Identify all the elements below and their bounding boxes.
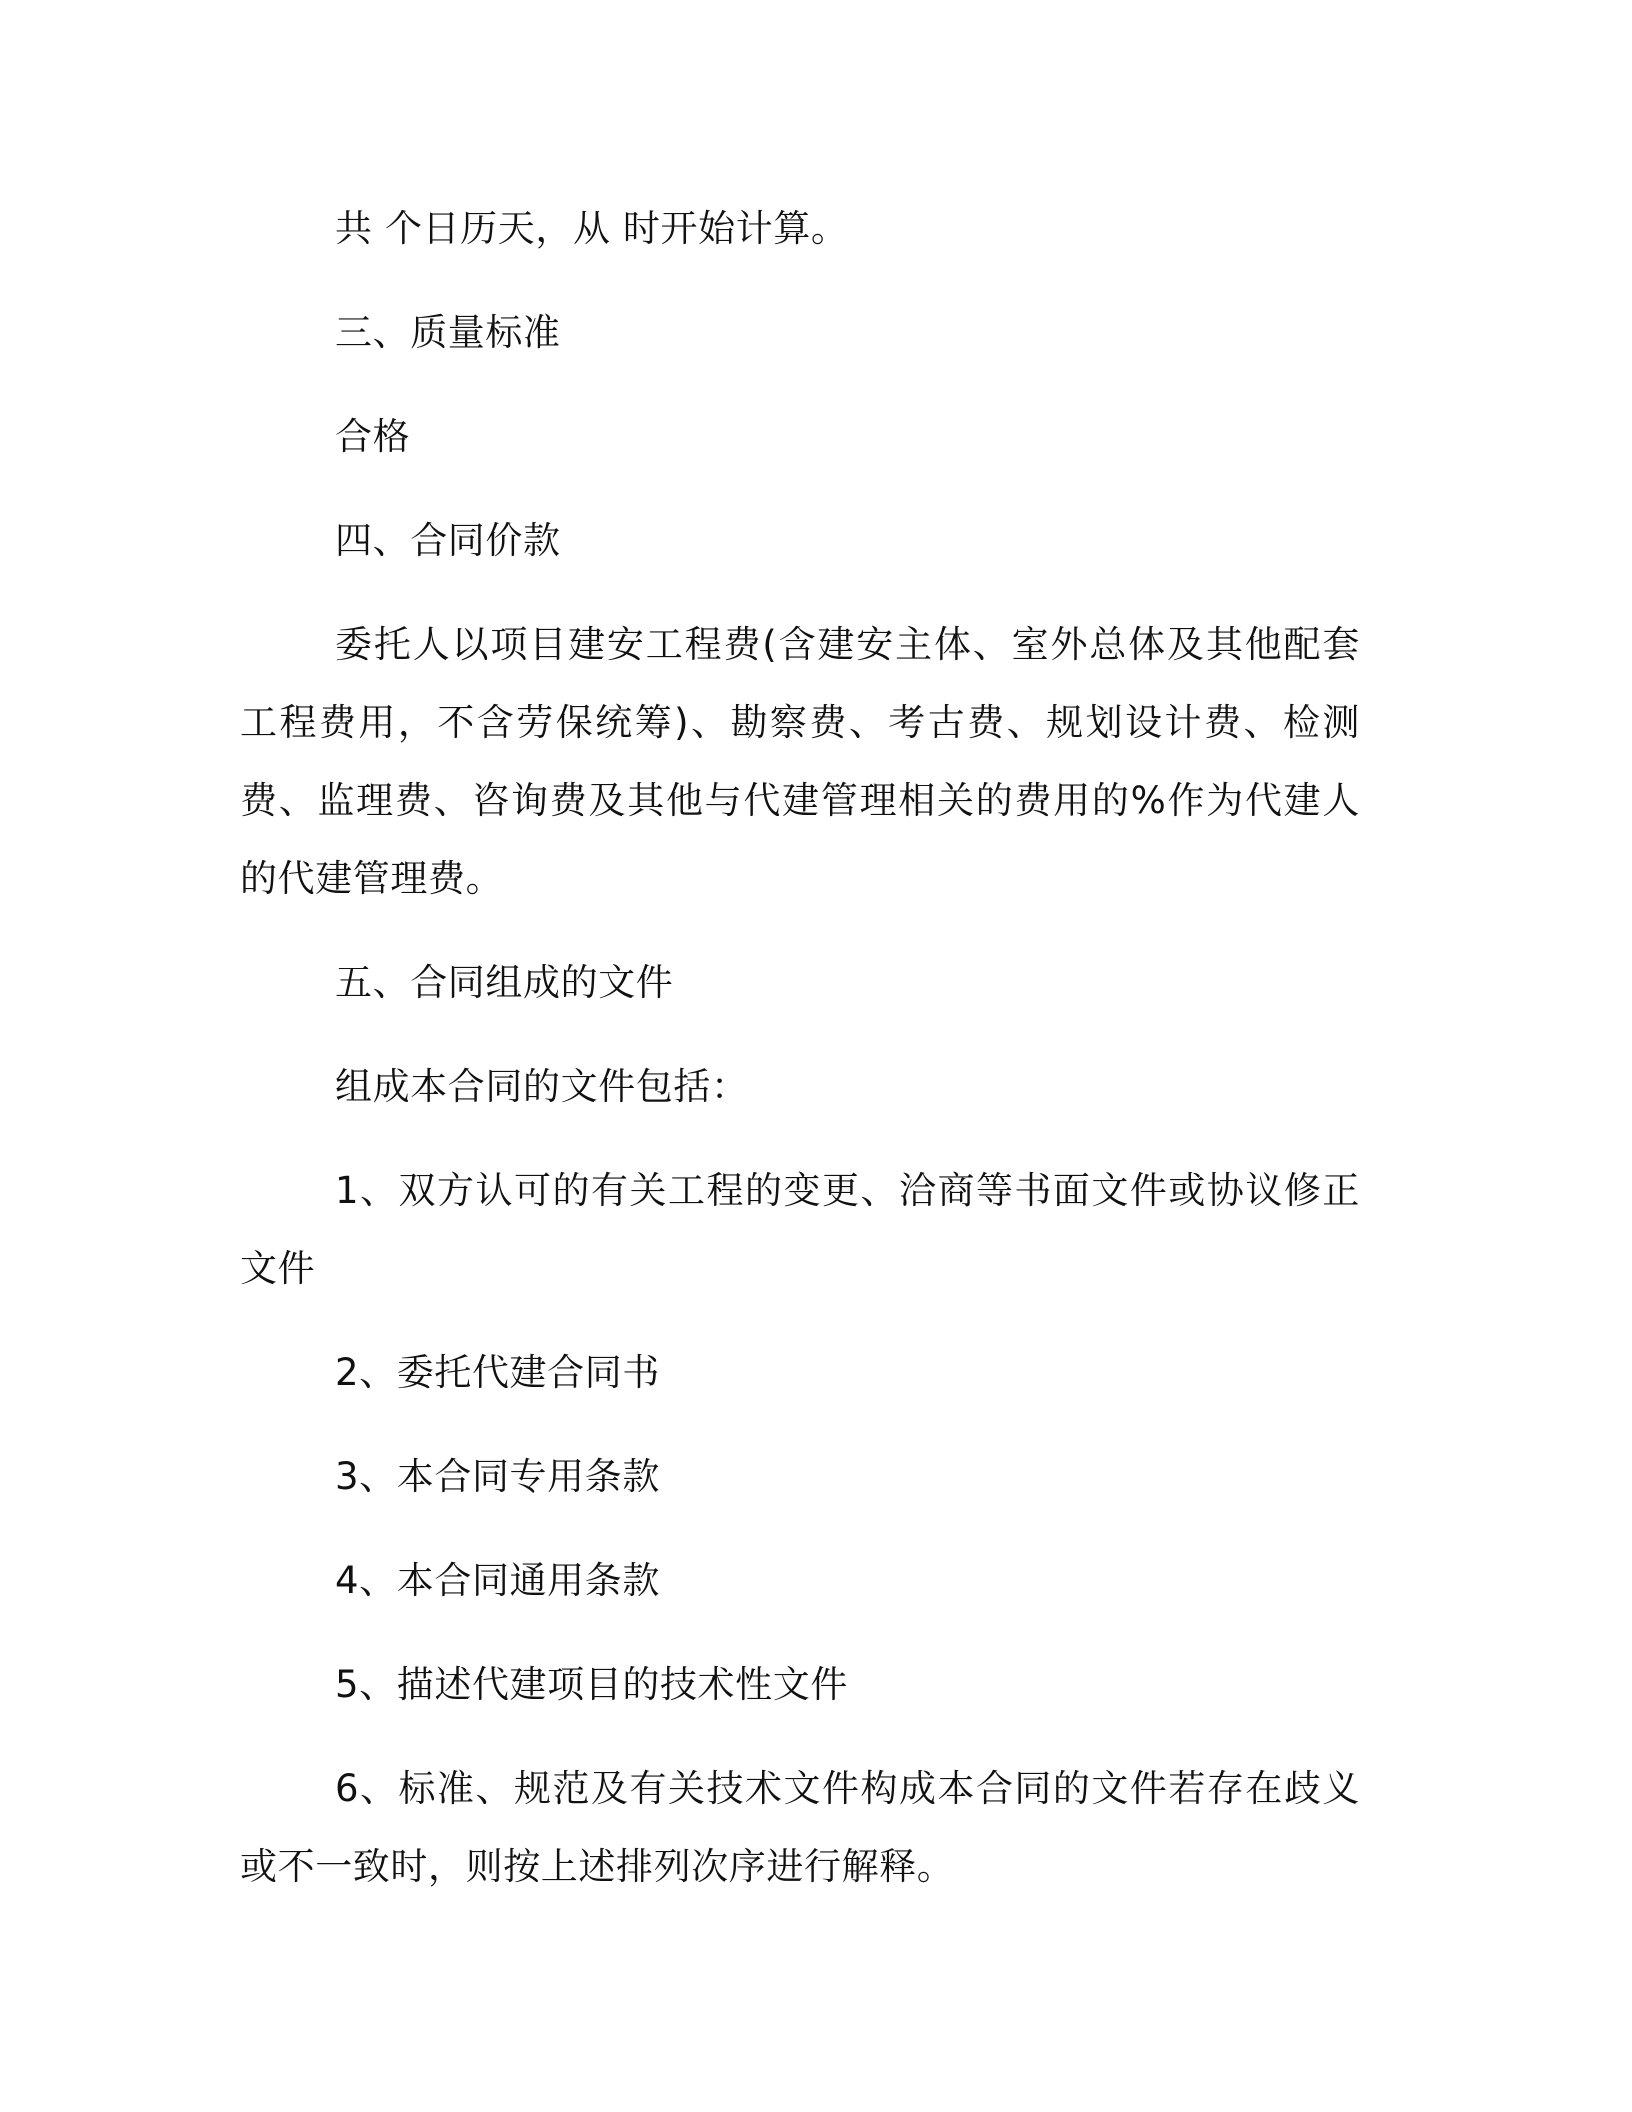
paragraph-documents-include: 组成本合同的文件包括：	[335, 1065, 749, 1108]
list-item-5: 5、描述代建项目的技术性文件	[335, 1663, 848, 1706]
list-item-1: 1、双方认可的有关工程的变更、洽商等书面文件或协议修正文件	[240, 1169, 1360, 1290]
paragraph-qualified: 合格	[335, 415, 411, 458]
list-item-3: 3、本合同专用条款	[335, 1455, 660, 1498]
heading-contract-documents: 五、合同组成的文件	[335, 961, 674, 1004]
heading-quality-standard: 三、质量标准	[335, 311, 561, 354]
document-body	[240, 190, 1360, 1906]
list-item-2: 2、委托代建合同书	[335, 1351, 660, 1394]
list-item-4: 4、本合同通用条款	[335, 1559, 660, 1602]
heading-contract-price: 四、合同价款	[335, 519, 561, 562]
paragraph-management-fee: 委托人以项目建安工程费(含建安主体、室外总体及其他配套工程费用，不含劳保统筹)、勘察费、考古费、规划设计费、检测费、监理费、咨询费及其他与代建管理相关的费用的%作为代建人的代建管理费。	[240, 623, 1360, 900]
paragraph-duration: 共 个日历天，从 时开始计算。	[335, 207, 849, 250]
list-item-6: 6、标准、规范及有关技术文件构成本合同的文件若存在歧义或不一致时，则按上述排列次序进行解释。	[240, 1767, 1360, 1888]
